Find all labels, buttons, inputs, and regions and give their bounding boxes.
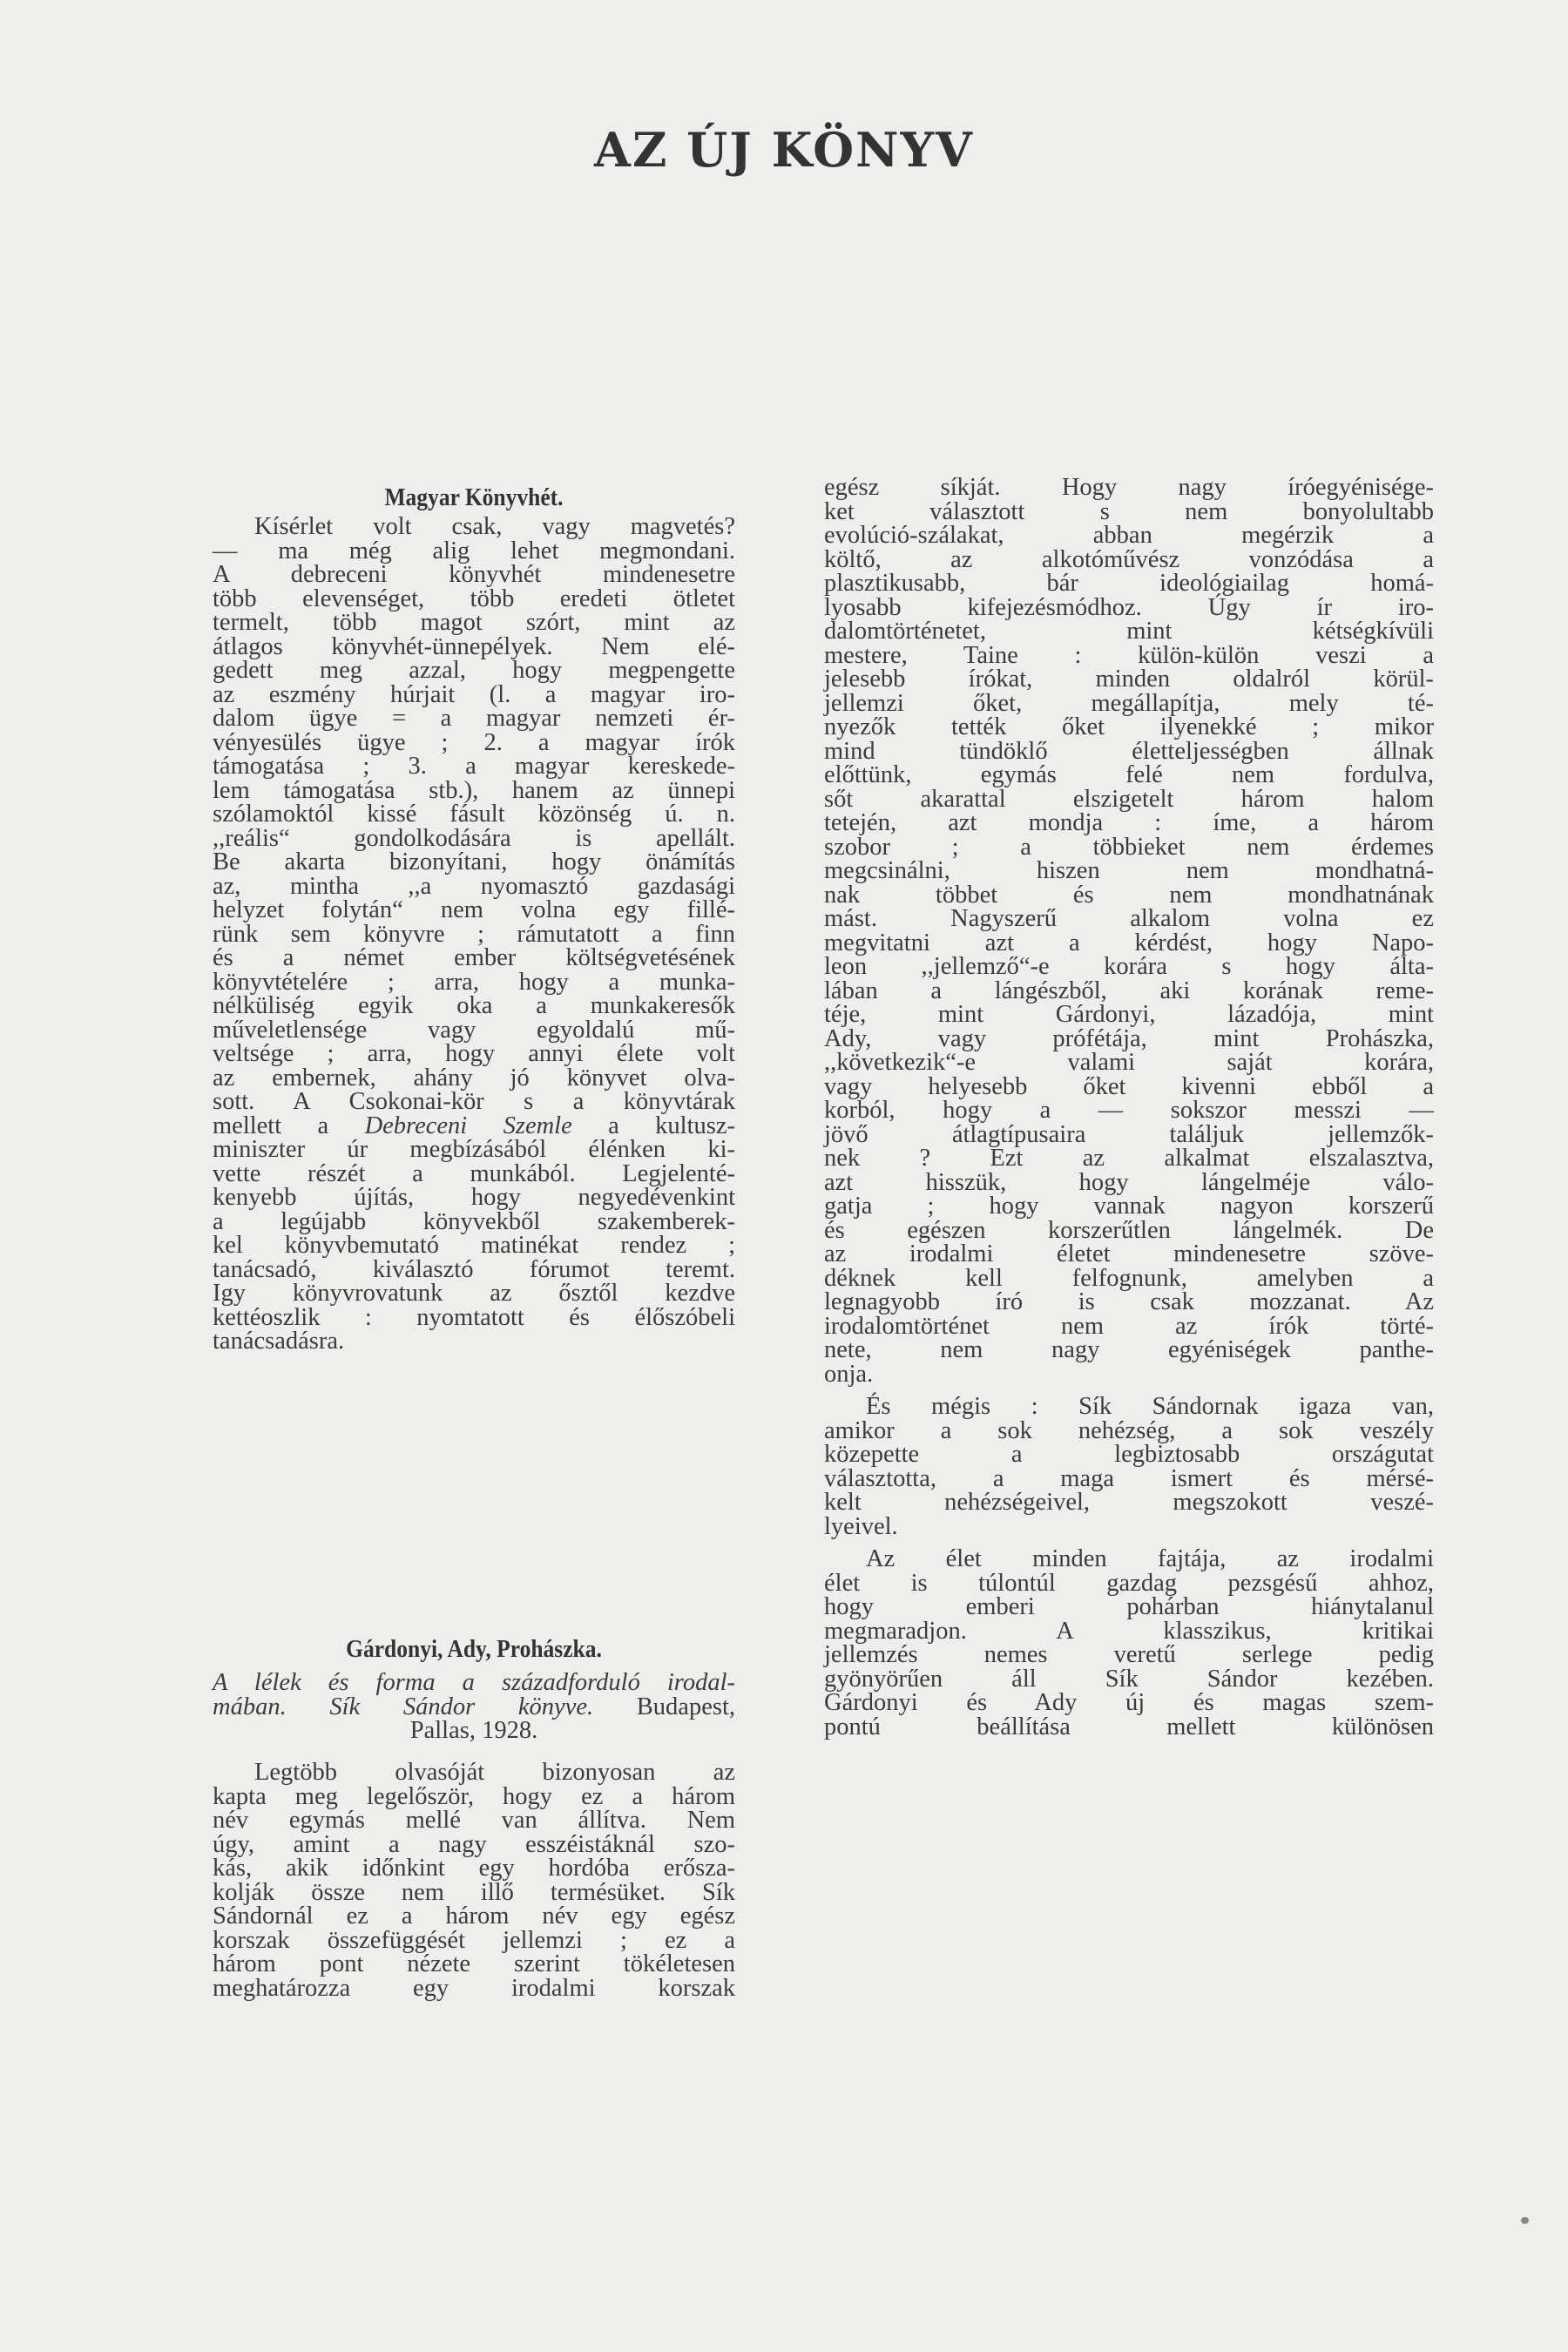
text-line: kettéoszlik : nyomtatott és élőszóbeli: [213, 1303, 735, 1331]
text-line: kolják össze nem illő termésüket. Sík: [213, 1878, 735, 1906]
text-line: meghatározza egy irodalmi korszak: [213, 1974, 735, 2002]
text-line: rünk sem könyvre ; rámutatott a finn: [213, 920, 735, 948]
text-line: megmaradjon. A klasszikus, kritikai: [824, 1617, 1434, 1645]
text-line: amikor a sok nehézség, a sok veszély: [824, 1416, 1434, 1444]
text-line: tanácsadásra.: [213, 1328, 345, 1355]
text-line: választotta, a maga ismert és mérsé-: [824, 1464, 1434, 1492]
text-line: nyezők tették őket ilyenekké ; mikor: [824, 713, 1434, 740]
ink-speck: [1521, 2217, 1529, 2224]
section-heading-gardonyi-ady-prohaszka: Gárdonyi, Ady, Prohászka.: [346, 1635, 602, 1663]
text-line: közepette a legbiztosabb országutat: [824, 1441, 1434, 1468]
text-line: ,,következik“-e valami saját korára,: [824, 1049, 1434, 1076]
text-line: és a német ember költségvetésének: [213, 944, 735, 971]
text-line: az, mintha ,,a nyomasztó gazdasági: [213, 872, 735, 900]
text-line: ket választott s nem bonyolultabb: [824, 497, 1434, 525]
text-line: könyvtételére ; arra, hogy a munka-: [213, 968, 735, 996]
text-line: több elevenséget, több eredeti ötletet: [213, 585, 735, 612]
text-line: az irodalmi életet mindenesetre szöve-: [824, 1240, 1434, 1267]
text-line: és egészen korszerűtlen lángelmék. De: [824, 1216, 1434, 1244]
text-line: három pont nézete szerint tökéletesen: [213, 1950, 735, 1977]
citation-italic: mában. Sík Sándor könyve.: [213, 1693, 594, 1720]
text-line: veltsége ; arra, hogy annyi élete volt: [213, 1040, 735, 1067]
text-line: téje, mint Gárdonyi, lázadója, mint: [824, 1001, 1434, 1028]
text-line: gatja ; hogy vannak nagyon korszerű: [824, 1193, 1434, 1220]
text-line: vagy helyesebb őket kivenni ebből a: [824, 1072, 1434, 1100]
text-line: szobor ; a többieket nem érdemes: [824, 833, 1434, 861]
journal-title-italic: Debreceni Szemle: [364, 1112, 572, 1139]
citation-line: Pallas, 1928.: [409, 1717, 538, 1744]
text-line: sott. A Csokonai-kör s a könyvtárak: [213, 1088, 735, 1115]
text-line: onja.: [824, 1360, 874, 1388]
text-line: gedett meg azzal, hogy megpengette: [213, 657, 735, 684]
text-line: támogatása ; 3. a magyar kereskede-: [213, 753, 735, 780]
text-line: déknek kell felfognunk, amelyben a: [824, 1264, 1434, 1292]
text-line: mind tündöklő életteljességben állnak: [824, 737, 1434, 765]
text-line: miniszter úr megbízásából élénken ki-: [213, 1136, 735, 1163]
text-line: mestere, Taine : külön-külön veszi a: [824, 641, 1434, 669]
text-line: A debreceni könyvhét mindenesetre: [213, 561, 735, 588]
text-line: lában a lángészből, aki korának reme-: [824, 977, 1434, 1004]
text-line: irodalomtörténet nem az írók törté-: [824, 1312, 1434, 1340]
text-line: kapta meg legelőször, hogy ez a három: [213, 1782, 735, 1810]
text-line: vényesülés ügye ; 2. a magyar írók: [213, 728, 735, 756]
text-line: tetején, azt mondja : íme, a három: [824, 809, 1434, 836]
text-line: lyosabb kifejezésmódhoz. Úgy ír iro-: [824, 593, 1434, 621]
text-line: szólamoktól kissé fásult közönség ú. n.: [213, 801, 735, 828]
citation-line: A lélek és forma a századforduló irodal-: [213, 1669, 735, 1696]
text-line: plasztikusabb, bár ideológiailag homá-: [824, 570, 1434, 597]
text-run: a kultusz-: [571, 1112, 735, 1139]
text-line: Gárdonyi és Ady új és magas szem-: [824, 1689, 1434, 1716]
text-line: leon ,,jellemző“-e korára s hogy álta-: [824, 953, 1434, 980]
text-line: átlagos könyvhét-ünnepélyek. Nem elé-: [213, 632, 735, 660]
text-line: költő, az alkotóművész vonzódása a: [824, 545, 1434, 573]
text-line: lem támogatása stb.), hanem az ünnepi: [213, 776, 735, 804]
text-line: Sándornál ez a három név egy egész: [213, 1903, 735, 1930]
text-line: sőt akarattal elszigetelt három halom: [824, 785, 1434, 813]
text-line: jellemzés nemes veretű serlege pedig: [824, 1641, 1434, 1668]
text-line: Be akarta bizonyítani, hogy önámítás: [213, 848, 735, 875]
text-line: nete, nem nagy egyéniségek panthe-: [824, 1336, 1434, 1363]
text-line: az embernek, ahány jó könyvet olva-: [213, 1064, 735, 1092]
text-line: az eszmény húrjait (l. a magyar iro-: [213, 680, 735, 708]
text-line: [213, 1114, 735, 1139]
page-title: AZ ÚJ KÖNYV: [594, 122, 974, 178]
text-line: Igy könyvrovatunk az ősztől kezdve: [213, 1280, 735, 1307]
text-line: termelt, több magot szórt, mint az: [213, 609, 735, 636]
text-line: dalom ügye = a magyar nemzeti ér-: [213, 705, 735, 732]
text-line: helyzet folytán“ nem volna egy fillé-: [213, 896, 735, 923]
citation-line: [213, 1695, 735, 1720]
text-line: És mégis : Sík Sándornak igaza van,: [866, 1393, 1434, 1420]
text-line: tanácsadó, kiválasztó fórumot teremt.: [213, 1255, 735, 1283]
text-line: megvitatni azt a kérdést, hogy Napo-: [824, 929, 1434, 956]
text-line: jelesebb írókat, minden oldalról körül-: [824, 666, 1434, 693]
section-heading-magyar-konyvhet: Magyar Könyvhét.: [384, 483, 564, 511]
citation-place: Budapest,: [593, 1693, 735, 1720]
text-line: lyeivel.: [824, 1512, 898, 1540]
text-line: kel könyvbemutató matinékat rendez ;: [213, 1232, 735, 1259]
text-line: gyönyörűen áll Sík Sándor kezében.: [824, 1665, 1434, 1693]
text-line: Legtöbb olvasóját bizonyosan az: [254, 1759, 735, 1786]
text-line: műveletlensége vagy egyoldalú mű-: [213, 1016, 735, 1044]
text-line: hogy emberi pohárban hiánytalanul: [824, 1593, 1434, 1620]
text-line: Kísérlet volt csak, vagy magvetés?: [254, 513, 735, 540]
text-line: vette részét a munkából. Legjelenté-: [213, 1159, 735, 1187]
text-line: Az élet minden fajtája, az irodalmi: [866, 1545, 1434, 1572]
text-line: Ady, vagy prófétája, mint Prohászka,: [824, 1024, 1434, 1052]
text-line: korszak összefüggését jellemzi ; ez a: [213, 1926, 735, 1954]
text-line: a legújabb könyvekből szakemberek-: [213, 1207, 735, 1235]
text-line: — ma még alig lehet megmondani.: [213, 537, 735, 564]
text-line: jövő átlagtípusaira találjuk jellemzők-: [824, 1120, 1434, 1148]
text-line: jellemzi őket, megállapítja, mely té-: [824, 689, 1434, 717]
text-line: ,,reális“ gondolkodására is apellált.: [213, 824, 735, 852]
text-line: nek ? Ezt az alkalmat elszalasztva,: [824, 1145, 1434, 1172]
text-line: mást. Nagyszerű alkalom volna ez: [824, 905, 1434, 932]
text-line: korból, hogy a — sokszor messzi —: [824, 1097, 1434, 1124]
text-line: úgy, amint a nagy esszéistáknál szo-: [213, 1830, 735, 1858]
text-line: egész síkját. Hogy nagy íróegyénisége-: [824, 474, 1434, 501]
text-line: megcsinálni, hiszen nem mondhatná-: [824, 857, 1434, 884]
text-line: előttünk, egymás felé nem fordulva,: [824, 761, 1434, 788]
text-line: evolúció-szálakat, abban megérzik a: [824, 522, 1434, 549]
text-line: azt hisszük, hogy lángelméje válo-: [824, 1168, 1434, 1196]
text-line: kelt nehézségeivel, megszokott veszé-: [824, 1489, 1434, 1516]
text-line: nélküliség egyik oka a munkakeresők: [213, 992, 735, 1019]
text-line: élet is túlontúl gazdag pezsgésű ahhoz,: [824, 1569, 1434, 1597]
text-run: mellett a: [213, 1112, 365, 1139]
text-line: legnagyobb író is csak mozzanat. Az: [824, 1288, 1434, 1315]
text-line: kás, akik időnkint egy hordóba erősza-: [213, 1855, 735, 1882]
text-line: dalomtörténetet, mint kétségkívüli: [824, 618, 1434, 645]
text-line: nak többet és nem mondhatnának: [824, 881, 1434, 909]
text-line: pontú beállítása mellett különösen: [824, 1713, 1434, 1740]
text-line: név egymás mellé van állítva. Nem: [213, 1807, 735, 1834]
text-line: kenyebb újítás, hogy negyedévenkint: [213, 1184, 735, 1211]
